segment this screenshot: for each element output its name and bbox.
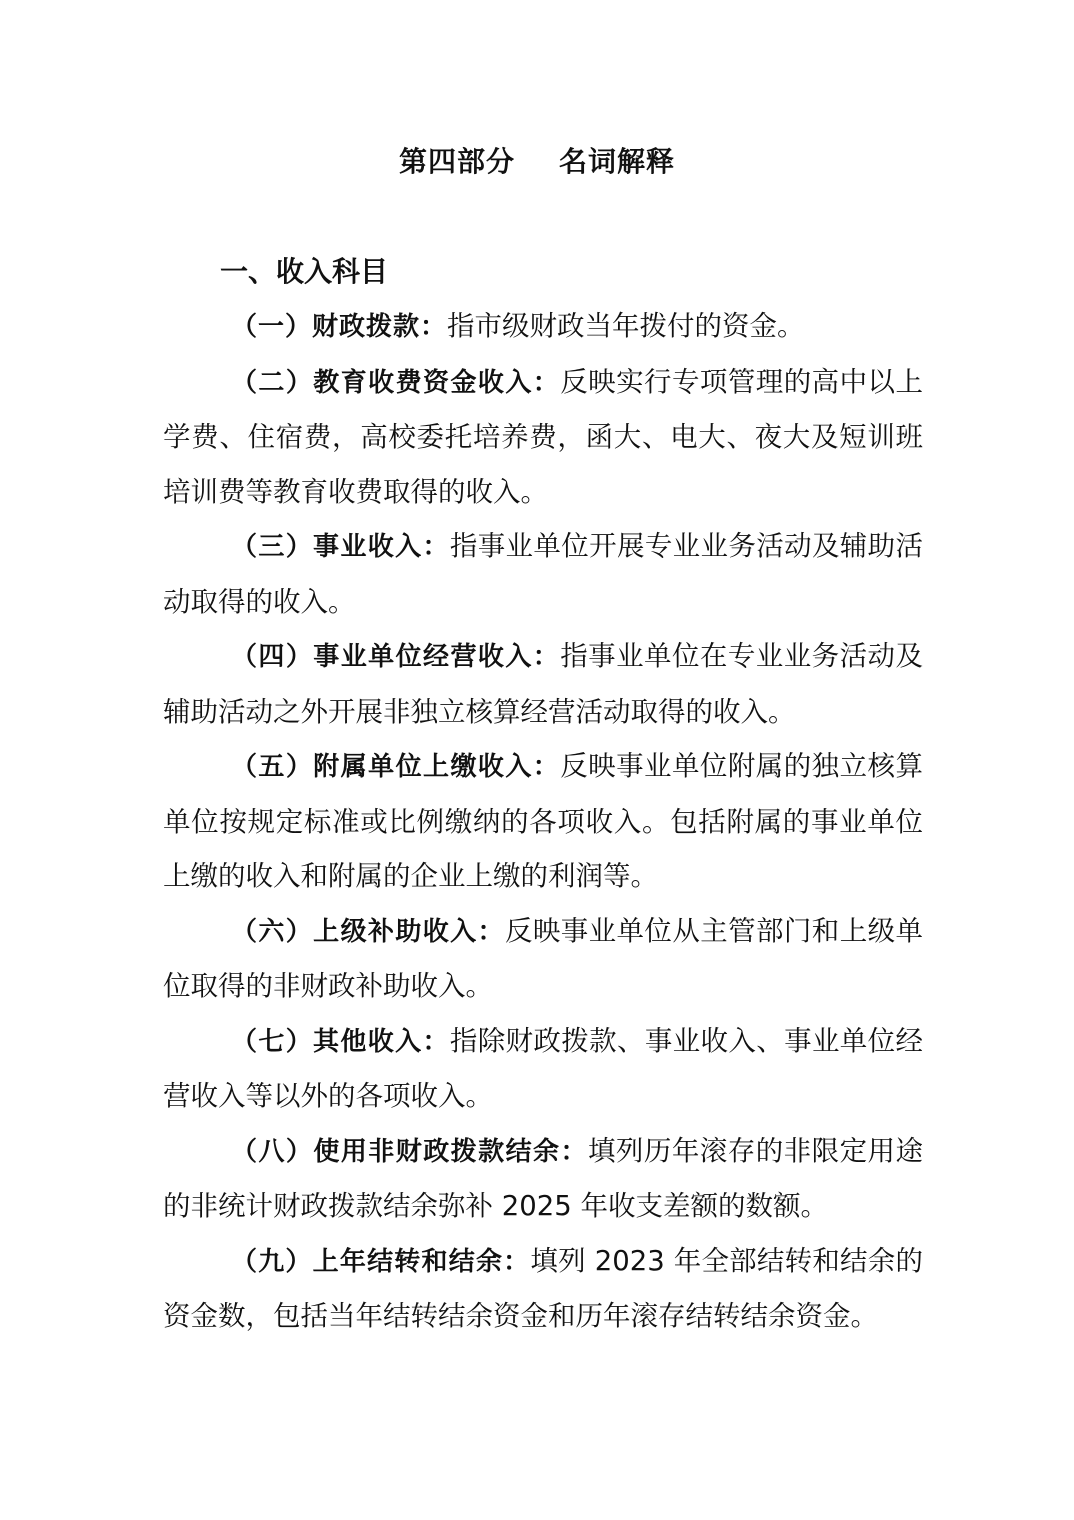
section-heading: 一、收入科目 [220,255,389,288]
entry-item [163,519,923,629]
entry-term: （七）其他收入： [231,1026,450,1057]
title-part: 第四部分 [398,145,515,178]
entry-text: 指事业单位在专业业务活动及辅助活动之外开展非独立核算经营活动取得的收入。 [163,640,923,728]
entry-term: （八）使用非财政拨款结余： [231,1136,588,1167]
entry-text: 反映事业单位从主管部门和上级单位取得的非财政补助收入。 [163,914,923,1002]
entry-text: 反映实行专项管理的高中以上学费、住宿费，高校委托培养费，函大、电大、夜大及短训班培训费等教育收费取得的收入。 [163,365,923,508]
entry-text: 填列 2023 年全部结转和结余的资金数，包括当年结转结余资金和历年滚存结转结余资金。 [163,1244,923,1332]
entry-item [163,629,923,739]
entry-term: （三）事业收入： [231,532,450,562]
entry-term: （一）财政拨款： [231,312,448,342]
entry-term: （二）教育收费资金收入： [231,367,561,398]
entry-term: （九）上年结转和结余： [231,1246,531,1277]
entry-text: 指事业单位开展专业业务活动及辅助活动取得的收入。 [163,530,923,618]
entry-item [163,739,923,904]
entry-text: 指市级财政当年拨付的资金。 [447,310,805,342]
title-name: 名词解释 [559,145,676,178]
entry-item [163,1124,923,1234]
entry-term: （四）事业单位经营收入： [231,642,561,672]
entry-item [163,1014,923,1124]
entry-item [163,904,923,1014]
entry-text: 填列历年滚存的非限定用途的非统计财政拨款结余弥补 2025 年收支差额的数额。 [163,1134,923,1222]
entry-term: （五）附属单位上缴收入： [231,752,561,782]
entry-list [163,299,923,1344]
entry-item [163,299,923,355]
entry-item [163,1234,923,1344]
entry-term: （六）上级补助收入： [231,916,505,947]
entry-item [163,355,923,520]
entry-text: 反映事业单位附属的独立核算单位按规定标准或比例缴纳的各项收入。包括附属的事业单位上缴的收入和附属的企业上缴的利润等。 [163,750,923,892]
page-title [0,140,1074,184]
entry-text: 指除财政拨款、事业收入、事业单位经营收入等以外的各项收入。 [163,1024,923,1112]
